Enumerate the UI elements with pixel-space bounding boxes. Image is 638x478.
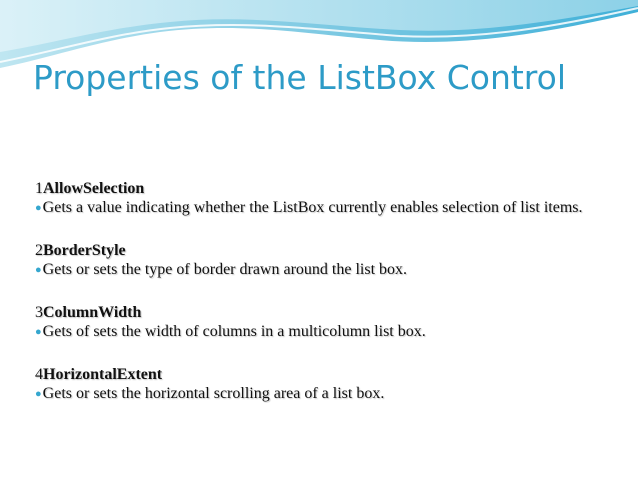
bullet-dot-icon: ● — [35, 202, 42, 214]
property-description: Gets a value indicating whether the ListBox currently enables selection of list items. — [42, 199, 583, 216]
property-description-line — [35, 385, 615, 404]
property-item — [35, 364, 615, 404]
property-number: 1 — [35, 180, 43, 197]
property-name: HorizontalExtent — [43, 366, 163, 383]
property-description: Gets or sets the horizontal scrolling area of a list box. — [42, 385, 385, 402]
property-number: 2 — [35, 242, 43, 259]
property-item — [35, 302, 615, 342]
property-heading — [35, 364, 615, 385]
property-description: Gets of sets the width of columns in a multicolumn list box. — [42, 323, 426, 340]
property-heading — [35, 302, 615, 323]
property-item — [35, 178, 615, 218]
bullet-dot-icon: ● — [35, 388, 42, 400]
property-description-line — [35, 199, 615, 218]
property-number: 4 — [35, 366, 43, 383]
property-number: 3 — [35, 304, 43, 321]
property-name: ColumnWidth — [43, 304, 142, 321]
property-description: Gets or sets the type of border drawn around the list box. — [42, 261, 408, 278]
property-name: BorderStyle — [43, 242, 126, 259]
property-heading — [35, 240, 615, 261]
bullet-dot-icon: ● — [35, 326, 42, 338]
slide-title: Properties of the ListBox Control — [33, 58, 567, 97]
property-name: AllowSelection — [43, 180, 145, 197]
property-list — [35, 178, 615, 426]
property-description-line — [35, 323, 615, 342]
property-description-line — [35, 261, 615, 280]
bullet-dot-icon: ● — [35, 264, 42, 276]
property-item — [35, 240, 615, 280]
property-heading — [35, 178, 615, 199]
